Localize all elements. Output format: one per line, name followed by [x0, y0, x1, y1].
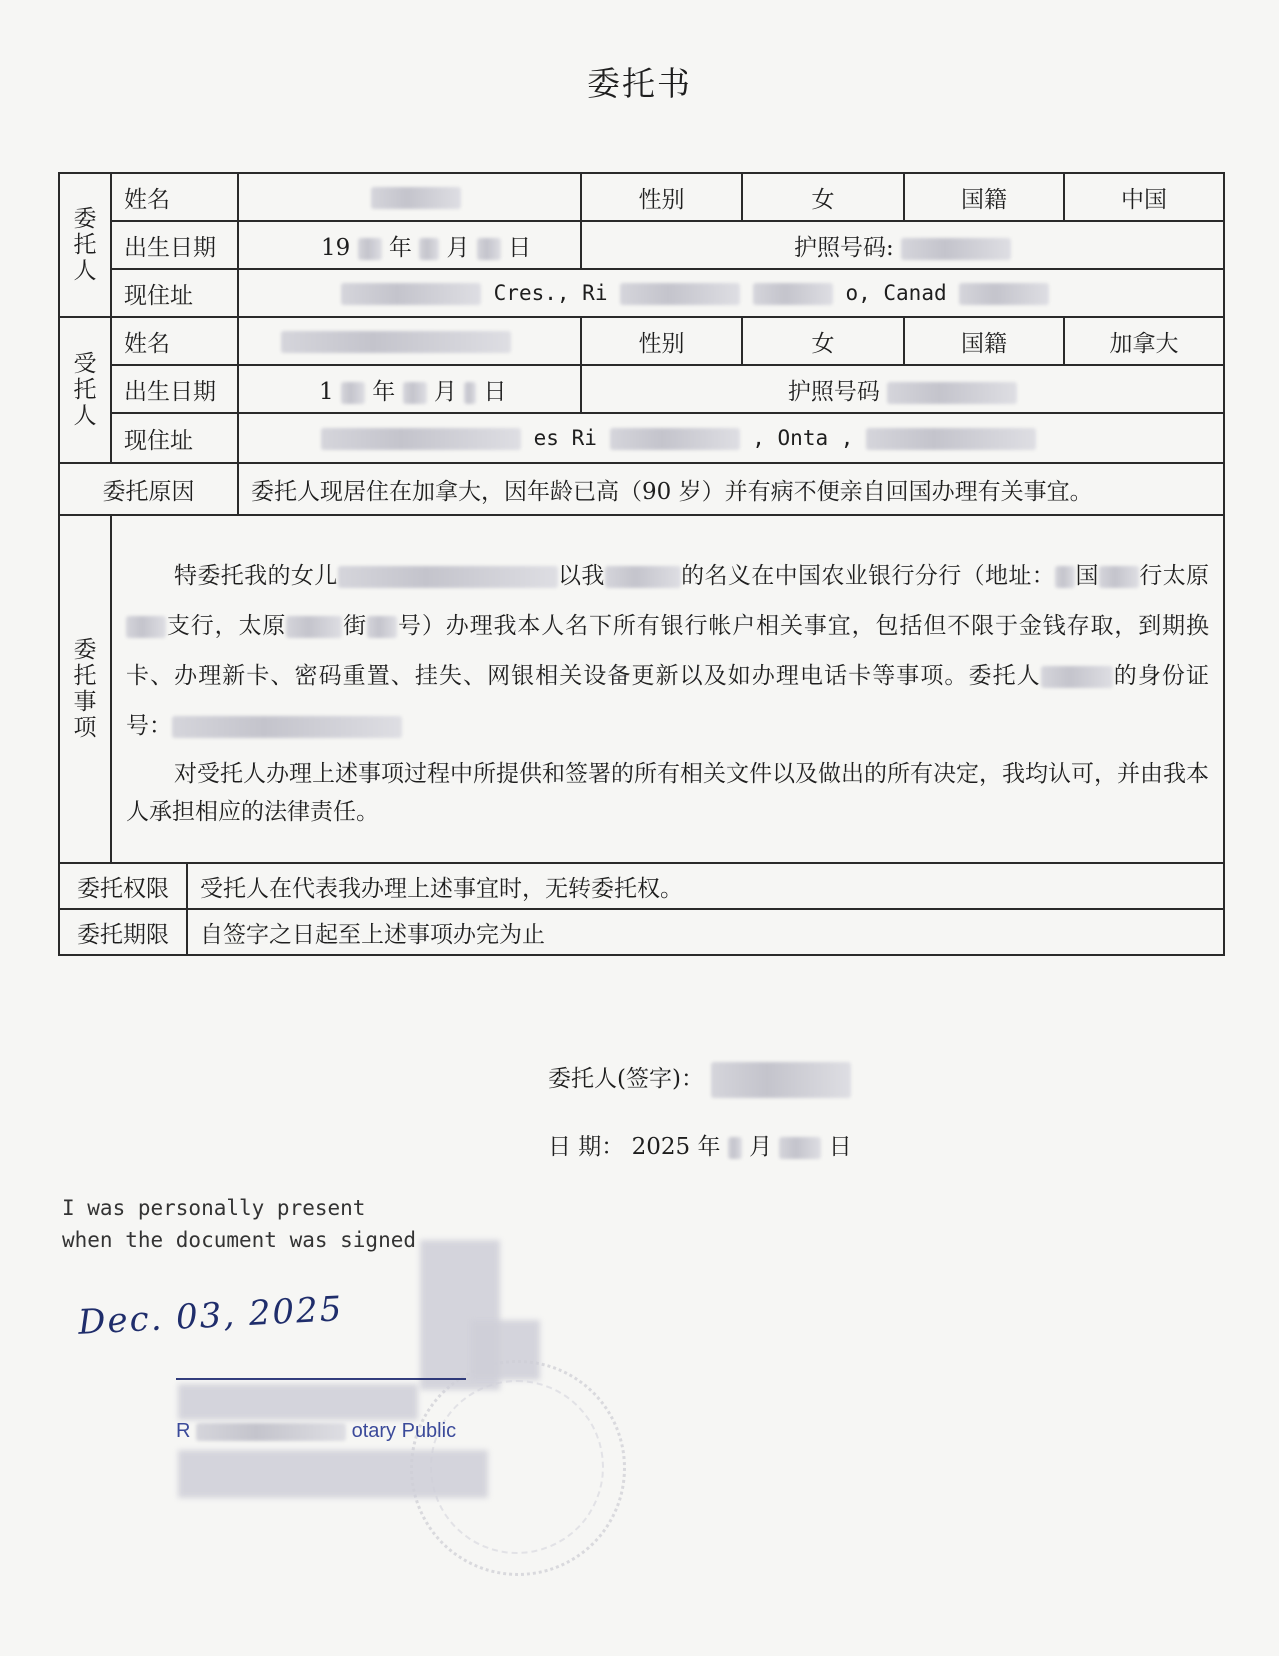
- date-label: 日 期：: [548, 1134, 625, 1160]
- redacted-block: [620, 283, 740, 305]
- matters-paragraph-2: 对受托人办理上述事项过程中所提供和签署的所有相关文件以及做出的所有决定，我均认可，并由我本人承担相应的法律责任。: [126, 761, 1209, 825]
- matters-label: 委 托 事 项: [59, 515, 111, 863]
- document-title: 委托书: [587, 64, 692, 103]
- signature-redacted: [711, 1062, 851, 1098]
- redacted-block: [281, 331, 511, 353]
- redacted-block: [321, 428, 521, 450]
- dob-day-char: 日: [483, 378, 507, 405]
- address-fragment: Cres.,: [493, 281, 570, 305]
- address-fragment: ,: [752, 426, 765, 450]
- address-fragment: Ri: [571, 426, 597, 450]
- principal-address-label: 现住址: [111, 269, 238, 317]
- principal-address-value: [238, 269, 1224, 317]
- address-fragment: Canad: [883, 281, 947, 305]
- matters-paragraph-1: 特委托我的女儿 以我 的名义在中国农业银行分行（地址： 国 行太原支行，太原 街 号）办理我本人名下所有银行帐户相关事宜，包括但不限于金钱存取，到期换卡、办理新卡、密码重置、挂失、网银相关设备更新以及如办理电话卡等事项。委托人 的身份证号：: [126, 563, 1210, 739]
- matters-row: [59, 515, 1224, 863]
- redacted-block: [753, 283, 833, 305]
- notary-title-fragment: otary Public: [351, 1420, 457, 1442]
- date-year: 2025 年: [631, 1134, 721, 1160]
- redacted-block: [610, 428, 740, 450]
- dob-year-prefix: 19: [321, 234, 351, 261]
- address-fragment: Onta: [777, 426, 829, 450]
- redacted-block: [367, 616, 397, 638]
- redacted-block: [341, 382, 365, 404]
- dob-month-char: 月: [446, 234, 470, 261]
- agent-gender-label: 性别: [581, 317, 742, 365]
- redacted-notary-name: [178, 1384, 418, 1420]
- redacted-block: [341, 283, 481, 305]
- notary-statement-line-2: when the document was signed: [62, 1228, 417, 1252]
- authorization-form-table: [58, 172, 1225, 956]
- redacted-block: [779, 1137, 821, 1159]
- agent-name-value: [238, 317, 581, 365]
- redacted-block: [172, 716, 402, 738]
- dob-year-prefix: 1: [319, 378, 334, 405]
- notary-signature-line: [176, 1378, 466, 1380]
- redacted-block: [126, 616, 166, 638]
- date-day: 日: [828, 1134, 852, 1160]
- redacted-block: [196, 1423, 346, 1441]
- dob-month-char: 月: [433, 378, 457, 405]
- redacted-block: [728, 1137, 742, 1159]
- authority-text: 受托人在代表我办理上述事宜时，无转委托权。: [187, 863, 1224, 909]
- redacted-block: [866, 428, 1036, 450]
- redacted-notary-signature: [470, 1320, 540, 1380]
- reason-label: 委托原因: [59, 463, 238, 515]
- principal-section-label: 委 托 人: [59, 173, 111, 317]
- agent-address-label: 现住址: [111, 413, 238, 463]
- redacted-block: [419, 238, 439, 260]
- principal-nationality-label: 国籍: [904, 173, 1064, 221]
- agent-nationality-value: 加拿大: [1064, 317, 1224, 365]
- redacted-block: [286, 616, 342, 638]
- reason-text: 委托人现居住在加拿大，因年龄已高（90 岁）并有病不便亲自回国办理有关事宜。: [238, 463, 1224, 515]
- agent-section-label: 受 托 人: [59, 317, 111, 463]
- redacted-block: [477, 238, 501, 260]
- dob-year-char: 年: [372, 378, 396, 405]
- notary-statement: [62, 1192, 416, 1256]
- principal-name-row: [59, 173, 1224, 221]
- notary-title-fragment: R: [176, 1420, 191, 1442]
- redacted-block: [338, 566, 558, 588]
- redacted-block: [1041, 666, 1113, 688]
- date-month: 月: [749, 1134, 773, 1160]
- redacted-block: [887, 382, 1017, 404]
- agent-gender-value: 女: [742, 317, 904, 365]
- redacted-block: [1055, 566, 1075, 588]
- redacted-block: [371, 187, 461, 209]
- handwritten-date: Dec. 03, 2025: [77, 1289, 345, 1343]
- address-fragment: Ri: [582, 281, 608, 305]
- redacted-block: [901, 238, 1011, 260]
- term-text: 自签字之日起至上述事项办完为止: [187, 909, 1224, 955]
- principal-gender-label: 性别: [581, 173, 742, 221]
- reason-row: [59, 463, 1224, 515]
- signature-line: [548, 1060, 851, 1098]
- redacted-notary-details: [178, 1450, 488, 1498]
- agent-name-row: [59, 317, 1224, 365]
- dob-year-char: 年: [388, 234, 412, 261]
- agent-dob-row: [59, 365, 1224, 413]
- principal-gender-value: 女: [742, 173, 904, 221]
- principal-nationality-value: 中国: [1064, 173, 1224, 221]
- address-fragment: ,: [840, 426, 854, 450]
- agent-name-label: 姓名: [111, 317, 238, 365]
- redacted-block: [605, 566, 681, 588]
- notary-title: [176, 1420, 456, 1443]
- redacted-block: [1099, 566, 1139, 588]
- authority-label: 委托权限: [59, 863, 187, 909]
- date-line: [548, 1128, 852, 1161]
- redacted-block: [358, 238, 382, 260]
- principal-dob-label: 出生日期: [111, 221, 238, 269]
- term-label: 委托期限: [59, 909, 187, 955]
- redacted-block: [403, 382, 427, 404]
- principal-dob-row: [59, 221, 1224, 269]
- dob-day-char: 日: [508, 234, 532, 261]
- address-fragment: es: [533, 426, 559, 450]
- agent-dob-value: [238, 365, 581, 413]
- agent-passport-cell: [581, 365, 1224, 413]
- agent-passport-label: 护照号码: [787, 378, 880, 405]
- principal-passport-cell: [581, 221, 1224, 269]
- matters-content: [111, 515, 1224, 863]
- agent-address-value: [238, 413, 1224, 463]
- agent-address-row: [59, 413, 1224, 463]
- address-fragment: o,: [845, 281, 871, 305]
- principal-passport-label: 护照号码:: [793, 234, 894, 261]
- agent-nationality-label: 国籍: [904, 317, 1064, 365]
- notary-statement-line-1: I was personally present: [62, 1196, 366, 1220]
- redacted-block: [959, 283, 1049, 305]
- principal-address-row: [59, 269, 1224, 317]
- authority-row: [59, 863, 1224, 909]
- principal-dob-value: [238, 221, 581, 269]
- redacted-block: [464, 382, 476, 404]
- principal-name-label: 姓名: [111, 173, 238, 221]
- principal-name-value: [238, 173, 581, 221]
- agent-dob-label: 出生日期: [111, 365, 238, 413]
- signature-label: 委托人(签字)：: [548, 1066, 704, 1092]
- term-row: [59, 909, 1224, 955]
